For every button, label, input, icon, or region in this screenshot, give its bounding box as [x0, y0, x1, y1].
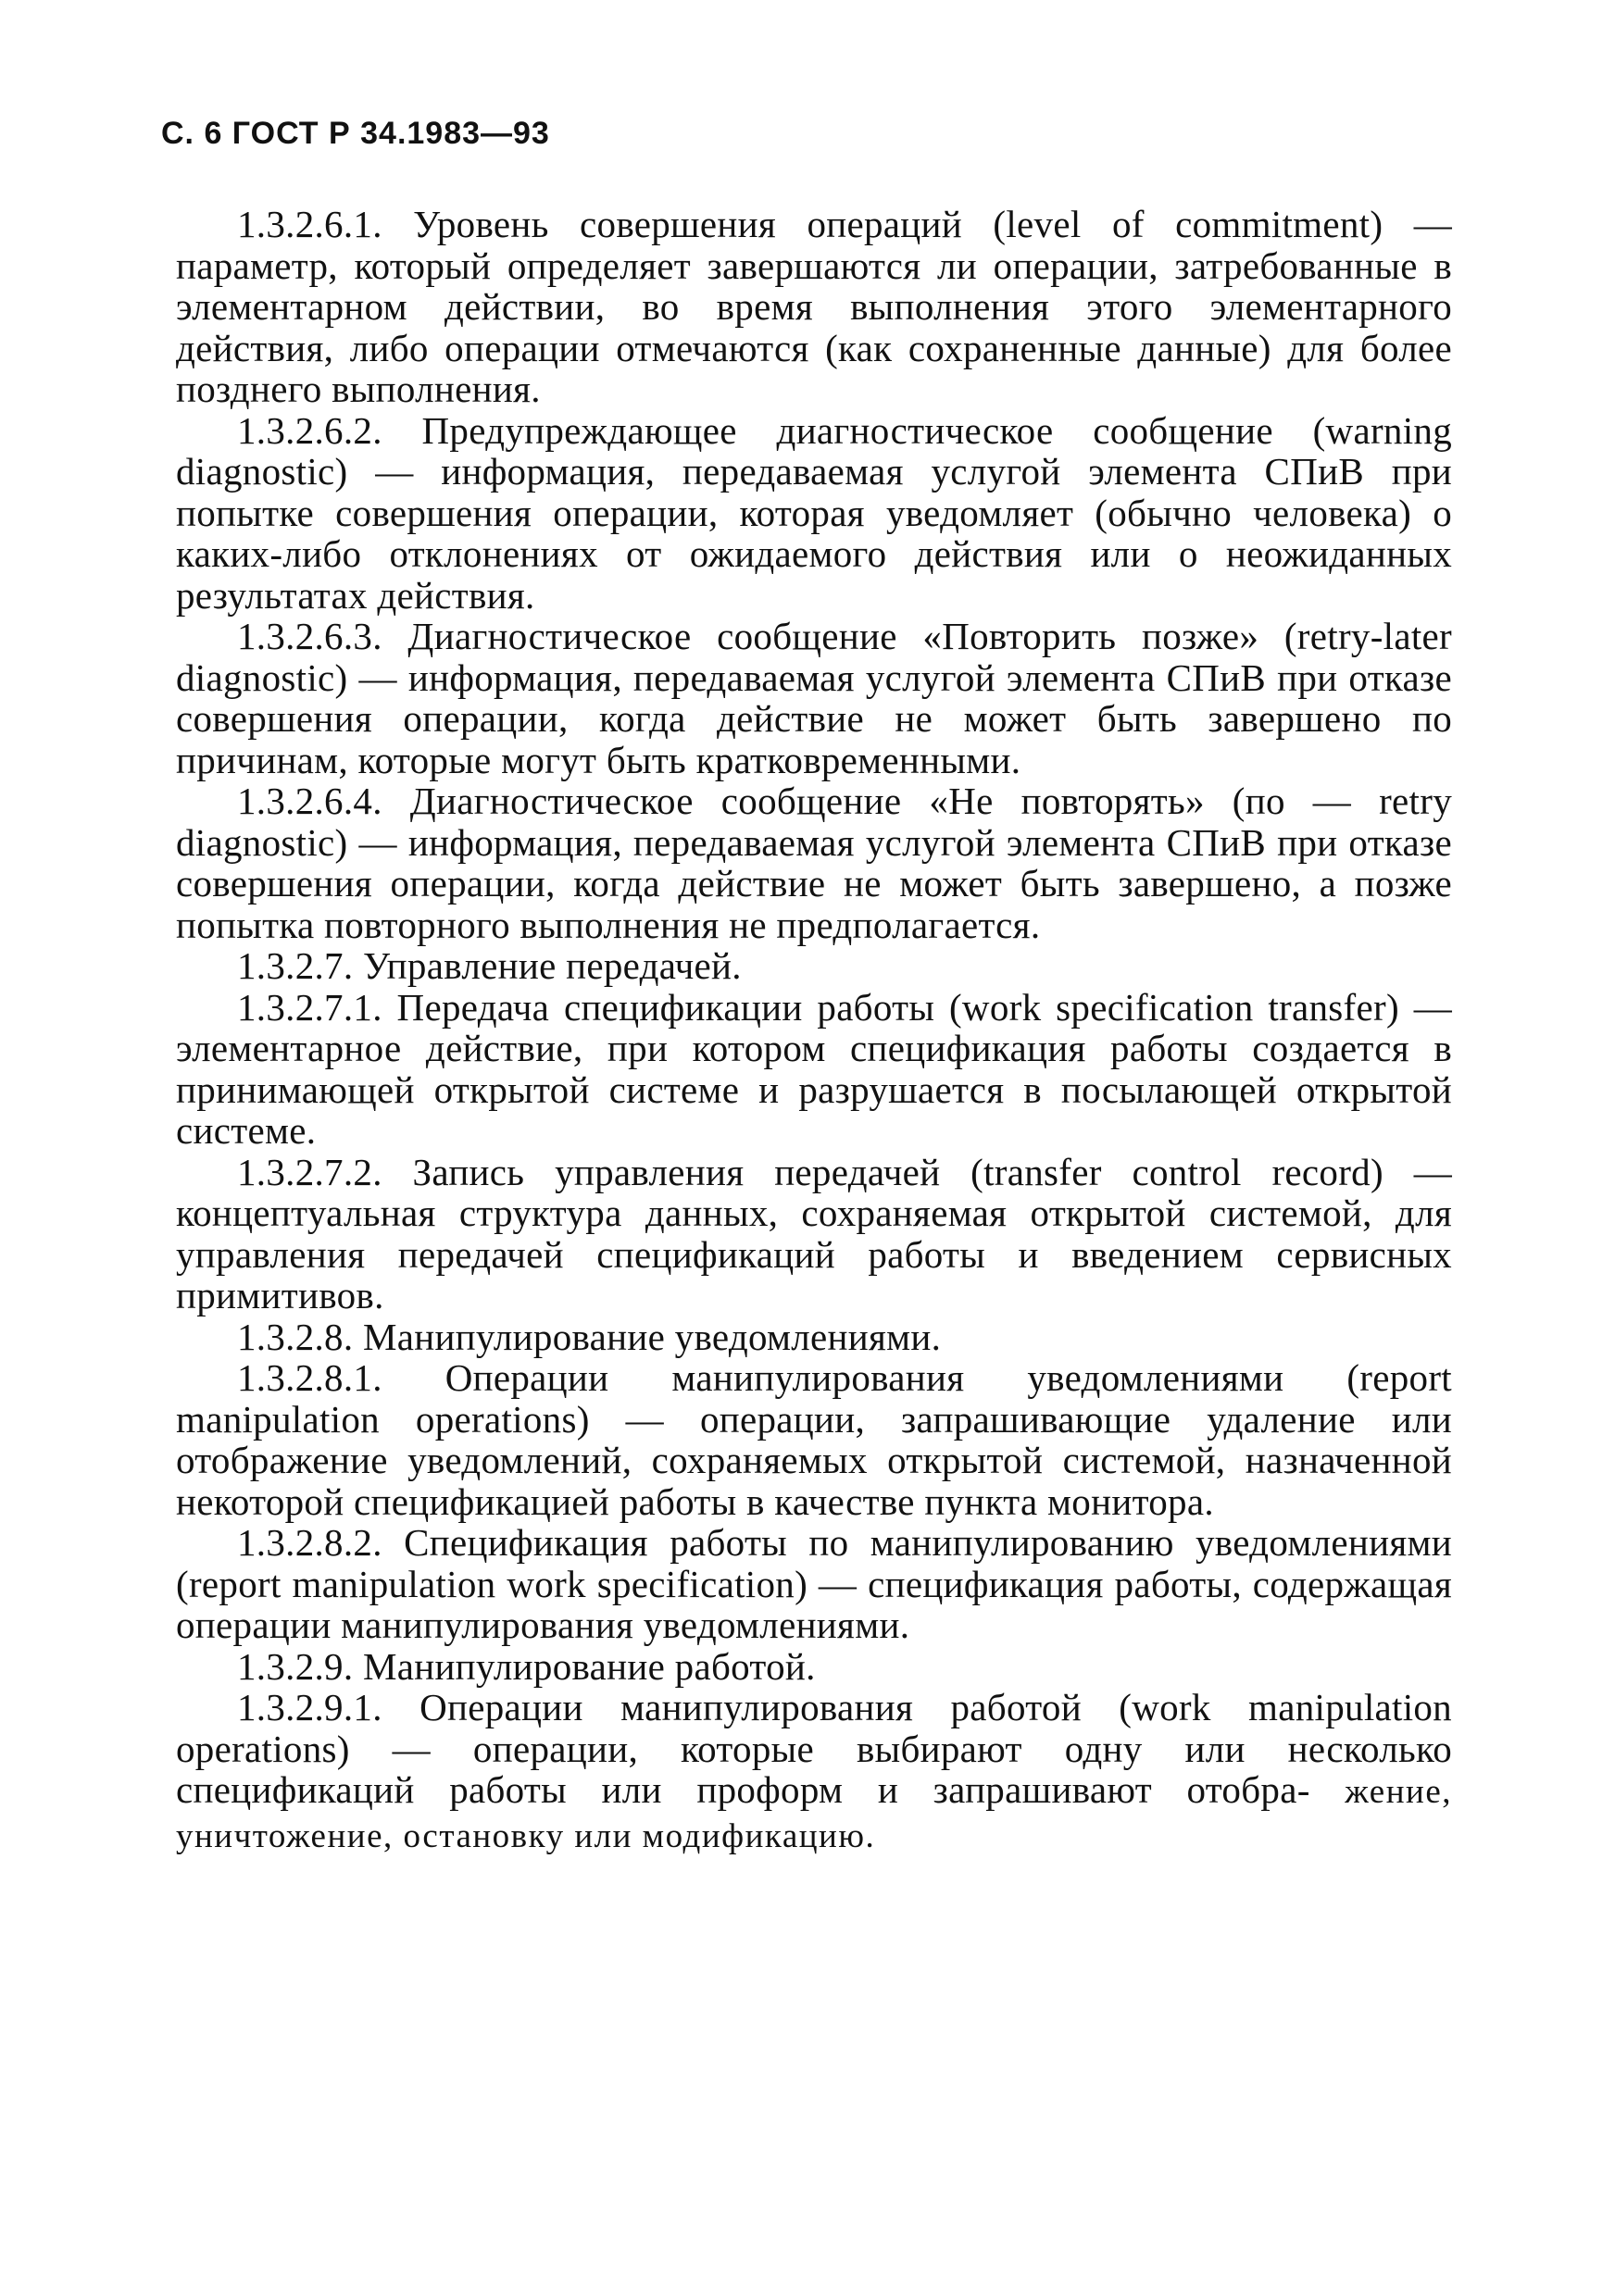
section-heading-1-3-2-9: 1.3.2.9. Манипулирование работой. — [237, 1644, 816, 1688]
section-heading-1-3-2-8: 1.3.2.8. Манипулирование уведомлениями. — [237, 1315, 942, 1358]
paragraph-1-3-2-6-3: 1.3.2.6.3. Диагностическое сообщение «Повторить позже» (retry-later diagnostic) — информация, передаваемая услугой элемента СПиВ при отказе совершения операции, когда действие не может быть завершено по причинам, которые могут быть кратковременными. — [176, 615, 1452, 781]
body-text — [176, 204, 1452, 1857]
running-header: С. 6 ГОСТ Р 34.1983—93 — [161, 116, 550, 151]
paragraph-1-3-2-6-4: 1.3.2.6.4. Диагностическое сообщение «Не повторять» (по — retry diagnostic) — информация, передаваемая услугой элемента СПиВ при отказе совершения операции, когда действие не может быть завершено, а позже попытка повторного выполнения не предполагается. — [176, 780, 1452, 946]
paragraph-1-3-2-8-2: 1.3.2.8.2. Спецификация работы по манипулированию уведомлениями (report manipulation work specification) — спецификация работы, содержащая операции манипулирования уведомлениями. — [176, 1521, 1452, 1646]
paragraph-1-3-2-9-1-tail: жение, уничтожение, остановку или модификацию. — [176, 1773, 1452, 1855]
paragraph-1-3-2-6-2: 1.3.2.6.2. Предупреждающее диагностическое сообщение (warning diagnostic) — информация, передаваемая услугой элемента СПиВ при попытке совершения операции, которая уведомляет (обычно человека) о каких-либо отклонениях от ожидаемого действия или о неожиданных результатах действия. — [176, 408, 1452, 617]
paragraph-1-3-2-7-1: 1.3.2.7.1. Передача спецификации работы (work specification transfer) — элементарное действие, при котором спецификация работы создается в принимающей открытой системе и разрушается в посылающей открытой системе. — [176, 985, 1452, 1152]
paragraph-1-3-2-7-2: 1.3.2.7.2. Запись управления передачей (transfer control record) — концептуальная структура данных, сохраняемая открытой системой, для управления передачей спецификаций работы и введением сервисных примитивов. — [176, 1150, 1452, 1316]
paragraph-1-3-2-8-1: 1.3.2.8.1. Операции манипулирования уведомлениями (report manipulation operations) — операции, запрашивающие удаление или отображение уведомлений, сохраняемых открытой системой, назначенной некоторой спецификацией работы в качестве пункта монитора. — [176, 1356, 1452, 1523]
paragraph-1-3-2-9-1-main: 1.3.2.9.1. Операции манипулирования работой (work manipulation operations) — операции, которые выбирают одну или несколько спецификаций работы или проформ и запрашивают отобра- — [176, 1686, 1452, 1811]
section-heading-1-3-2-7: 1.3.2.7. Управление передачей. — [237, 944, 742, 987]
paragraph-1-3-2-6-1: 1.3.2.6.1. Уровень совершения операций (level of commitment) — параметр, который определяет завершаются ли операции, затребованные в элементарном действии, во время выполнения этого элементарного действия, либо операции отмечаются (как сохраненные данные) для более позднего выполнения. — [176, 203, 1452, 410]
paragraph-1-3-2-9-1 — [176, 1687, 1452, 1857]
